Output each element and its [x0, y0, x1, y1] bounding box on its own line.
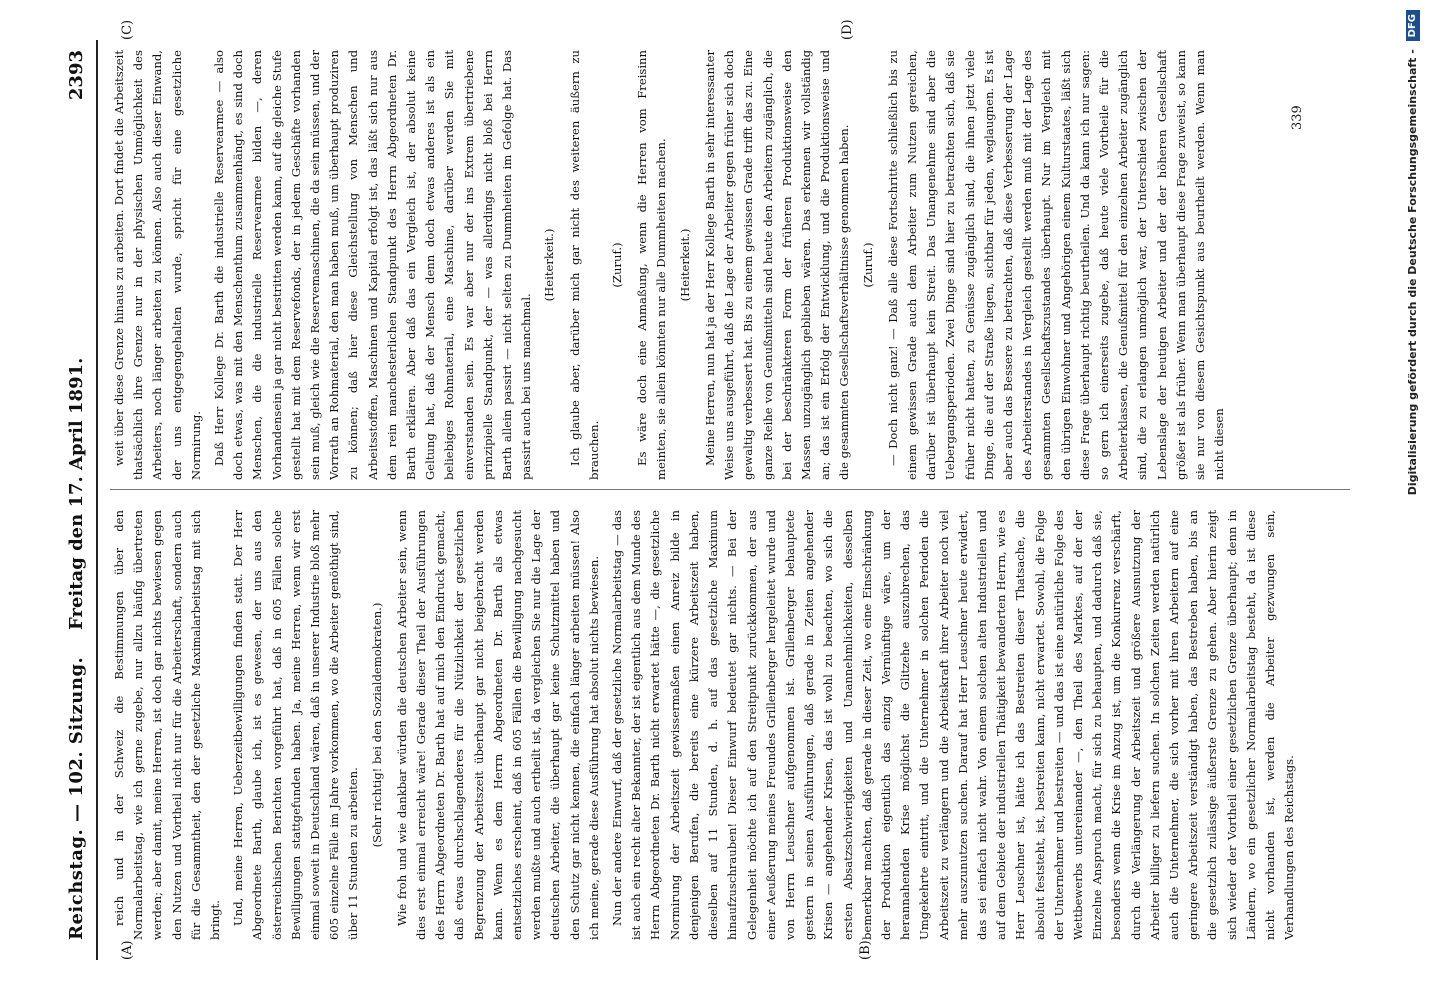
margin-marker-a: (A): [120, 940, 135, 960]
paragraph: Daß Herr Kollege Dr. Barth die industrielle Reservearmee — also doch etwas, was mit den Menschenthum zusammenhängt, es sind doch Menschen, die die industrielle Reservearmee bilden —, deren Vorhandensein ja gar nicht bestritten werden kann, auf die gleiche Stufe gestellt hat mit dem Reservefonds, der in jedem Geschäfte vorhanden sein muß, gleich wie die Reservemaschinen, die da sein müssen, und der Vorrath an Rohmaterial, den man haben muß, um überhaupt produziren zu können; daß hier diese Gleichstellung von Menschen und Arbeitsstoffen, Maschinen und Kapital erfolgt ist, das läßt sich nur aus dem rein manchesterlichen Standpunkt des Herrn Abgeordneten Dr. Barth erklären. Aber daß das ein Vergleich ist, der absolut keine Geltung hat, daß der Mensch denn doch etwas anderes ist als ein beliebiges Rohmaterial, eine Maschine, darüber werden Sie mit einverstanden sein. Es war aber nur der ins Extrem übertriebene prinzipielle Standpunkt, der — was allerdings nicht bloß bei Herrn Barth allein passirt — nicht selten zu Dummheiten im Gefolge hat. Das passirt auch bei uns manchmal.: [212, 50, 534, 480]
dfg-notice-text: Digitalisierung gefördert durch die Deutsche Forschungsgemeinschaft -: [1406, 49, 1419, 496]
page-header: [60, 40, 94, 960]
interjection: (Zuruf.): [610, 242, 625, 288]
interjection: (Heiterkeit.): [677, 228, 692, 302]
interjection: (Zuruf.): [860, 242, 875, 288]
paragraph: reich und in der Schweiz die Bestimmungen über den Normalarbeitstag, wie ich gerne zugebe, nur allzu häufig übertreten werden; aber damit, meine Herren, ist doch gar nichts bewiesen gegen den Nutzen und Vortheil nicht nur für die Arbeiterschaft, sondern auch für die Gesammtheit, den der gesetzliche Maximalarbeitstag mit sich bringt.: [112, 510, 223, 940]
paragraph: Es wäre doch eine Anmaßung, wenn die Herren vom Freisinn meinten, sie allein könnten nur alle Dummheiten machen.: [635, 50, 669, 480]
right-text-column: [110, 50, 1350, 480]
margin-marker-b: (B): [858, 940, 873, 960]
paragraph: Wie froh und wie dankbar würden die deutschen Arbeiter sein, wenn dies erst einmal erreicht wäre! Gerade dieser Theil der Ausführungen des Herrn Abgeordneten Dr. Barth hat auf mich den Eindruck gemacht, daß etwas durchschlagenderes für die Nützlichkeit der gesetzlichen Begrenzung der Arbeitszeit überhaupt gar nicht beigebracht werden kann. Wenn es dem Herrn Abgeordneten Dr. Barth als etwas entsetzliches erscheint, daß in 605 Fällen die Bewilligung nachgesucht werden mußte und auch ertheilt ist, da vergleichen Sie nur die Lage der deutschen Arbeiter, die überhaupt gar keine Schutzmittel haben und den Schutz gar nicht kennen, die einfach länger arbeiten müssen! Also ich meine, gerade diese Ausführung hat absolut nichts bewiesen.: [394, 510, 601, 940]
paragraph: Meine Herren, nun hat ja der Herr Kollege Barth in sehr interessanter Weise uns ausgeführt, daß die Lage der Arbeiter gegen früher sich doch gewaltig verbessert hat. Bis zu einem gewissen Grade trifft das zu. Eine ganze Reihe von Genußmitteln sind heute den Arbeitern zugänglich, die bei der beschränkteren Form der früheren Produktionsweise den Massen unzugänglich geblieben wären. Das erkennen wir vollständig an; das ist ein Erfolg der Entwicklung, und die Produktionsweise und die gesammten Gesellschaftsverhältnisse genommen haben.: [702, 50, 852, 480]
dfg-credit: [1406, 10, 1426, 710]
paragraph: Und, meine Herren, Ueberzeitbewilligungen finden statt. Der Herr Abgeordnete Barth, glaube ich, ist es gewesen, der uns aus den österreichischen Berichten vorgeführt hat, daß in 605 Fällen solche Bewilligungen stattgefunden haben. Ja, meine Herren, wenn wir erst einmal soweit in Deutschland wären, daß in unserer Industrie bloß mehr 605 einzelne Fälle im Jahre vorkommen, wo die Arbeiter genöthigt sind, über 11 Stunden zu arbeiten.: [231, 510, 361, 940]
dfg-credit-strip: [1404, 0, 1428, 1000]
margin-marker-c: (C): [120, 19, 135, 40]
header-page-number: 2393: [66, 50, 87, 101]
dfg-logo: DFG: [1406, 10, 1420, 41]
header-session: Reichstag. — 102. Sitzung.: [66, 656, 87, 940]
interjection: (Sehr richtig! bei den Sozialdemokraten.): [369, 602, 384, 848]
interjection: (Heiterkeit.): [542, 228, 557, 302]
left-text-column: [110, 510, 1350, 940]
header-date: Freitag den 17. April 1891.: [66, 357, 87, 630]
paragraph: Ich glaube aber, darüber mich gar nicht des weiteren äußern zu brauchen.: [567, 50, 601, 480]
margin-marker-d: (D): [840, 19, 855, 40]
column-divider: [110, 489, 1350, 490]
paragraph: — Doch nicht ganz! — Daß alle diese Fortschritte schließlich bis zu einem gewissen Grade auch dem Arbeiter zum Nutzen gereichen, darüber ist überhaupt kein Streit. Das Unangenehme sind aber die Uebergangsperioden. Zwei Dinge sind hier zu betrachten sich, daß sie früher nicht hatten, zu Genüsse zugänglich sind, die ihnen jetzt viele Dinge, die auf der Straße liegen, sichtbar für jeden, weglaugnen. Es ist aber auch das Bessere zu betrachten, daß diese Verbesserung der Lage des Arbeiterstandes in Vergleich gestellt werden muß mit der Lage des gesammten Gesellschaftszustandes überhaupt. Nur im Vergleich mit den übrigen Einwohner und Angehörigen einem Kulturstaates, läßt sich diese Frage überhaupt richtig beurtheilen. Und da kann ich nur sagen: so gern ich einerseits zugebe, daß heute viele Vortheile für die Arbeiterklassen, die Genußmittel für den einzelnen Arbeiter zugänglich sind, die zu erlangen unmöglich war, der Unterschied zwischen der Lebenslage der heutigen Arbeiter und der der höheren Gesellschaft größer ist als früher. Wenn man überhaupt diese Frage zuweist, so kann sie nur von diesem Gesichtspunkt aus beurtheilt werden. Wenn man nicht diesen: [885, 50, 1227, 480]
page-reference-number: 339: [1290, 105, 1305, 130]
header-rule: [96, 40, 98, 960]
paragraph: Nun der andere Einwurf, daß der gesetzliche Normalarbeitstag — das ist auch ein recht alter Bekannter, der ist eigentlich aus dem Munde des Herrn Abgeordneten Dr. Barth nicht erwartet hätte —, die gesetzliche Normirung der Arbeitszeit gewissermaßen einen Anreiz bilde in denjenigen Berufen, die bereits eine kürzere Arbeitszeit haben, dieselben auf 11 Stunden, d. h. auf das gesetzliche Maximum hinaufzuschrauben! Dieser Einwurf bedeutet gar nichts. — Bei der Gelegenheit möchte ich auf den Streitpunkt zurückkommen, der aus einer Aeußerung meines Freundes Grillenberger hergeleitet wurde und von Herrn Leuschner aufgenommen ist. Grillenberger behauptete gestern in seinen Ausführungen, daß gerade in Zeiten angehender Krisen — angehender Krisen, das ist wohl zu beachten, wo sich die ersten Absatzschwierigkeiten und Unannehmlichkeiten, desselben bemerkbar machten, daß gerade in dieser Zeit, wo eine Einschränkung der Produktion eigentlich das einzig Vernünftige wäre, um der herannahenden Krise möglichst die Glitzehe auszubrechen, das Umgekehrte eintritt, und die Unternehmer in solchen Perioden die Arbeitszeit zu verlängern und die Arbeitskraft ihrer Arbeiter noch viel mehr auszunutzen suchen. Darauf hat Herr Leuschner heute erwidert, das sei einfach nicht wahr. Von einem solchen alten Industriellen und auf dem Gebiete der industriellen Thätigkeit bewanderten Herrn, wie es Herr Leuschner ist, hätte ich das Bestreiten dieser Thatsache, die absolut feststeht, ist, bestreiten kann, nicht erwartet. Sowohl, die Folge der Unternehmer und bestreiten — und das ist eine natürliche Folge des Wettbewerbs untereinander —, den Theil des Marktes, auf der der Einzelne Anspruch macht, für sich zu behaupten, und dadurch daß sie, besonders wenn die Krise im Anzug ist, um die Konkurrenz verschärft, durch die Verlängerung der Arbeitszeit und größere Ausnutzung der Arbeiter billiger zu liefern suchen. In solchen Zeiten werden natürlich auch die Unternehmer, die sich vorher mit ihren Arbeitern auf eine geringere Arbeitszeit verständigt haben, das Bestreben haben, bis an die gesetzlich zulässige äußerste Grenze zu gehen. Aber hierin zeigt sich wieder der Vortheil einer gesetzlichen Grenze überhaupt; denn in Ländern, wo ein gesetzlicher Normalarbeitstag besteht, da ist diese nicht vorhanden ist, werden die Arbeiter gezwungen sein, Verhandlungen des Reichstags.: [610, 510, 1297, 940]
paragraph: weit über diese Grenze hinaus zu arbeiten. Dort findet die Arbeitszeit thatsächlich ihre Grenze nur in der physischen Unmöglichkeit des Arbeiters, noch länger arbeiten zu können. Also auch dieser Einwand, der uns entgegengehalten wurde, spricht für eine gesetzliche Normirung.: [112, 50, 203, 480]
